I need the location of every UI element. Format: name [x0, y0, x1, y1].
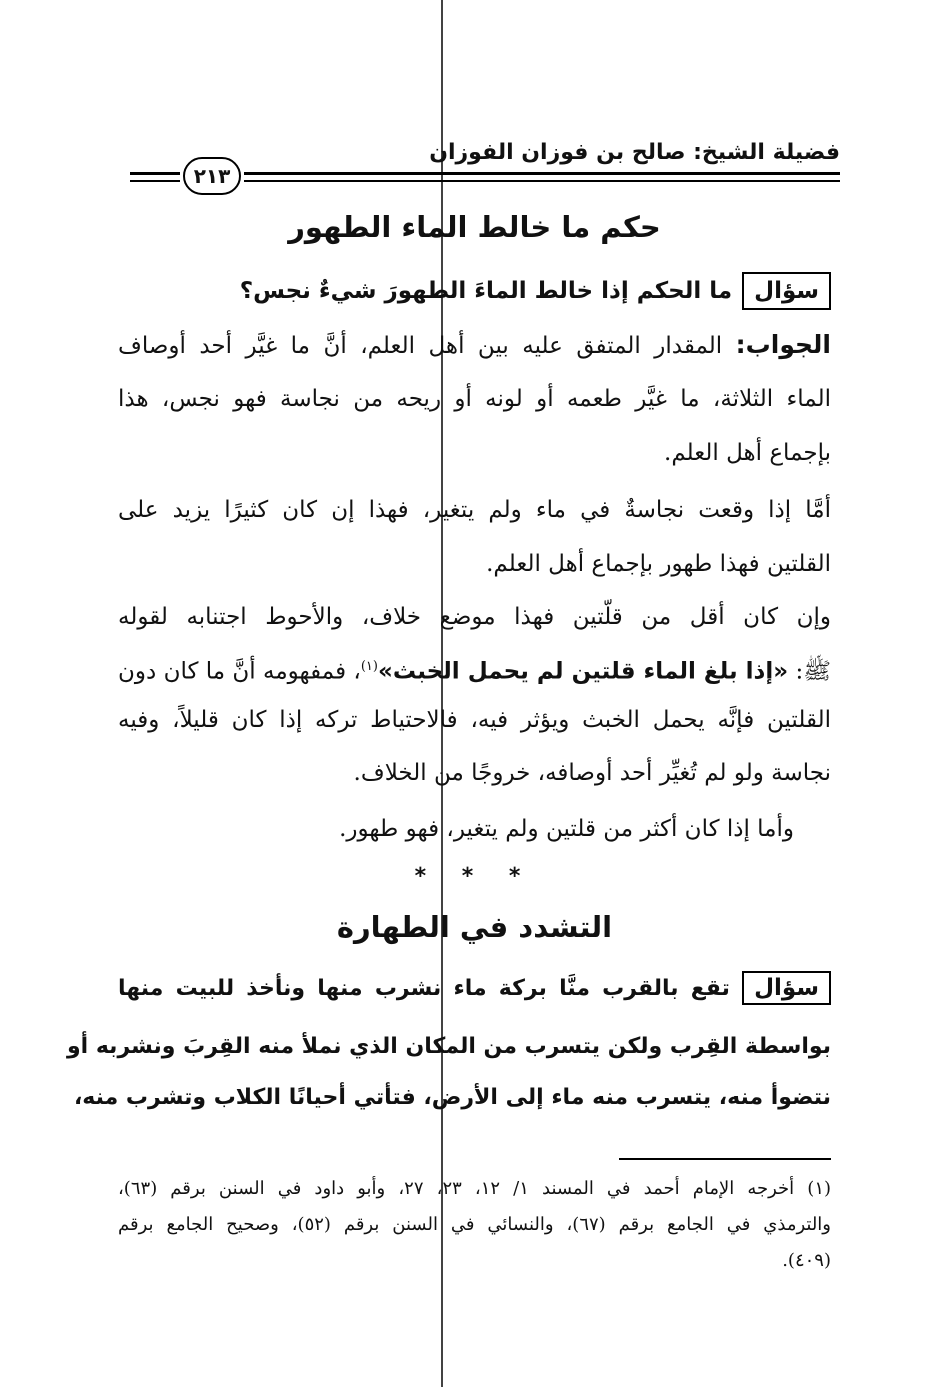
- paragraph-line: القلتين فإنَّه يحمل الخبث ويؤثر فيه، فالاحتياط تركه إذا كان قليلاً، وفيه: [118, 707, 831, 733]
- question-text: تقع بالقرب منَّا بركة ماء نشرب منها ونأخذ للبيت منها: [118, 976, 730, 1001]
- paragraph-line: بإجماع أهل العلم.: [664, 440, 831, 466]
- footnote-marker: (١): [360, 659, 378, 674]
- answer-text: المقدار المتفق عليه بين أهل العلم، أنَّ ما غيَّر أحد أوصاف: [118, 333, 723, 359]
- hadith-line: [118, 650, 831, 689]
- paragraph-line: أمَّا إذا وقعت نجاسةٌ في ماء ولم يتغير، فهذا إن كان كثيرًا يزيد على: [118, 497, 831, 523]
- paragraph-line: وأما إذا كان أكثر من قلتين ولم يتغير، فهو طهور.: [339, 816, 794, 842]
- hadith-continuation: ، فمفهومه أنَّ ما كان دون: [118, 658, 361, 685]
- section-separator: * * *: [414, 864, 535, 889]
- question-line: نتضوأ منه، يتسرب منه ماء إلى الأرض، فتأتي أحيانًا الكلاب وتشرب منه،: [73, 1085, 831, 1110]
- footnote-line: والترمذي في الجامع برقم (٦٧)، والنسائي في السنن برقم (٥٢)، وصحيح الجامع برقم: [118, 1214, 831, 1235]
- paragraph-line: نجاسة ولو لم تُغيِّر أحد أوصافه، خروجًا من الخلاف.: [353, 760, 831, 786]
- hadith-quote-open: «: [773, 658, 789, 685]
- paragraph-line: الماء الثلاثة، ما غيَّر طعمه أو لونه أو ريحه من نجاسة فهو نجس، هذا: [118, 386, 831, 412]
- header-rule-thin: [244, 180, 840, 182]
- paragraph-line: القلتين فهذا طهور بإجماع أهل العلم.: [486, 551, 831, 577]
- hadith-quote: إذا بلغ الماء قلتين لم يحمل الخبث: [392, 658, 774, 685]
- running-header-author: فضيلة الشيخ: صالح بن فوزان الفوزان: [429, 140, 840, 165]
- salutation: ﷺ:: [788, 658, 831, 685]
- footnote-line: (٤٠٩).: [782, 1250, 831, 1271]
- question-line: [118, 972, 831, 1006]
- question-line: بواسطة القِرب ولكن يتسرب من المكان الذي نملأ منه القِربَ ونشربه أو: [66, 1034, 831, 1059]
- footnote-line: (١) أخرجه الإمام أحمد في المسند ١/ ١٢، ٢٣، ٢٧، وأبو داود في السنن برقم (٦٣)،: [118, 1178, 832, 1199]
- question-text: ما الحكم إذا خالط الماءَ الطهورَ شيءٌ نجس؟: [239, 278, 733, 304]
- question-label-box: سؤال: [742, 272, 831, 310]
- header-rule: [244, 172, 840, 175]
- section-title: التشدد في الطهارة: [336, 910, 613, 944]
- question-row: [240, 272, 831, 310]
- footnote-rule: [619, 1158, 831, 1160]
- answer-label: الجواب:: [735, 330, 831, 359]
- section-title: حكم ما خالط الماء الطهور: [288, 210, 661, 244]
- question-label-box: سؤال: [742, 971, 831, 1005]
- header-rule-left-thin: [130, 180, 180, 182]
- page-number: ٢١٣: [183, 157, 241, 195]
- header-rule-left: [130, 172, 180, 175]
- answer-line: [118, 328, 831, 363]
- hadith-quote-close: »: [377, 658, 393, 685]
- paragraph-line: وإن كان أقل من قلّتين فهذا موضع خلاف، والأحوط اجتنابه لقوله: [118, 604, 831, 630]
